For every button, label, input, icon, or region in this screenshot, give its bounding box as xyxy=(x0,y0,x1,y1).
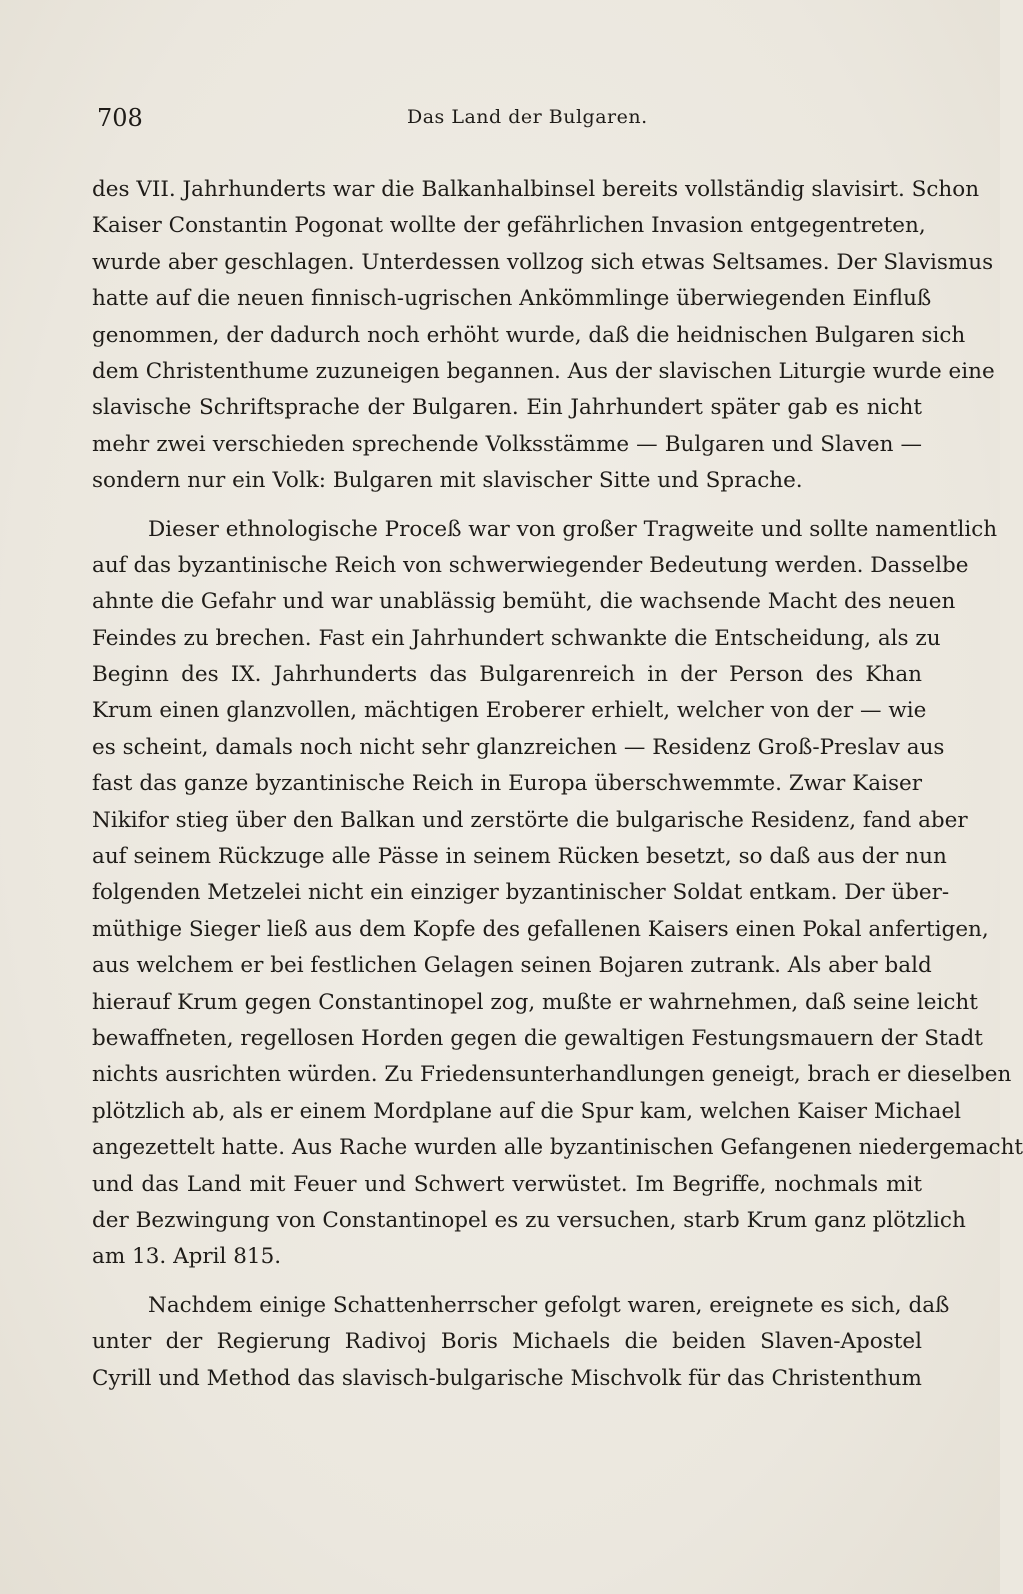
paragraph-gap xyxy=(92,500,922,512)
text-line: slavische Schriftsprache der Bulgaren. Ein Jahrhundert später gab es nicht xyxy=(92,395,922,421)
text-line: Nikifor stieg über den Balkan und zerstörte die bulgarische Residenz, fand aber xyxy=(92,807,968,833)
text-line: sondern nur ein Volk: Bulgaren mit slavischer Sitte und Sprache. xyxy=(92,468,803,494)
text-line: unter der Regierung Radivoj Boris Michaels die beiden Slaven-Apostel xyxy=(92,1329,922,1355)
text-line: Dieser ethnologische Proceß war von großer Tragweite und sollte namentlich xyxy=(148,516,998,542)
text-line: Krum einen glanzvollen, mächtigen Eroberer erhielt, welcher von der — wie xyxy=(92,698,927,724)
text-line: müthige Sieger ließ aus dem Kopfe des gefallenen Kaisers einen Pokal anfertigen, xyxy=(92,916,989,942)
paragraph xyxy=(92,172,995,500)
page-number: 708 xyxy=(97,104,143,132)
text-line: angezettelt hatte. Aus Rache wurden alle byzantinischen Gefangenen niedergemacht xyxy=(92,1135,1023,1161)
text-line: Cyrill und Method das slavisch-bulgarische Mischvolk für das Christenthum xyxy=(92,1365,922,1391)
text-line: hierauf Krum gegen Constantinopel zog, mußte er wahrnehmen, daß seine leicht xyxy=(92,989,978,1015)
text-line: ahnte die Gefahr und war unablässig bemüht, die wachsende Macht des neuen xyxy=(92,589,956,615)
paragraph xyxy=(92,512,1023,1276)
text-line: plötzlich ab, als er einem Mordplane auf die Spur kam, welchen Kaiser Michael xyxy=(92,1098,962,1124)
text-line: Beginn des IX. Jahrhunderts das Bulgarenreich in der Person des Khan xyxy=(92,662,922,688)
text-line: wurde aber geschlagen. Unterdessen vollzog sich etwas Seltsames. Der Slavismus xyxy=(92,249,994,275)
text-line: mehr zwei verschieden sprechende Volksstämme — Bulgaren und Slaven — xyxy=(92,431,922,457)
text-line: folgenden Metzelei nicht ein einziger byzantinischer Soldat entkam. Der über- xyxy=(92,880,950,906)
text-line: Nachdem einige Schattenherrscher gefolgt waren, ereignete es sich, daß xyxy=(148,1292,950,1318)
text-line: fast das ganze byzantinische Reich in Europa überschwemmte. Zwar Kaiser xyxy=(92,771,922,797)
text-line: nichts ausrichten würden. Zu Friedensunterhandlungen geneigt, brach er dieselben xyxy=(92,1062,1012,1088)
paragraph xyxy=(92,1288,950,1397)
text-line: hatte auf die neuen finnisch-ugrischen Ankömmlinge überwiegenden Einfluß xyxy=(92,286,932,312)
text-line: es scheint, damals noch nicht sehr glanzreichen — Residenz Groß-Preslav aus xyxy=(92,734,945,760)
text-line: auf das byzantinische Reich von schwerwiegender Bedeutung werden. Dasselbe xyxy=(92,552,969,578)
text-line: auf seinem Rückzuge alle Pässe in seinem Rücken besetzt, so daß aus der nun xyxy=(92,844,947,870)
paragraph-gap xyxy=(92,1276,922,1288)
page-header xyxy=(97,100,925,136)
text-line: und das Land mit Feuer und Schwert verwüstet. Im Begriffe, nochmals mit xyxy=(92,1171,922,1197)
text-line: bewaffneten, regellosen Horden gegen die gewaltigen Festungsmauern der Stadt xyxy=(92,1025,983,1051)
running-title: Das Land der Bulgaren. xyxy=(407,106,648,128)
text-line: genommen, der dadurch noch erhöht wurde, daß die heidnischen Bulgaren sich xyxy=(92,322,966,348)
text-line: Kaiser Constantin Pogonat wollte der gefährlichen Invasion entgegentreten, xyxy=(92,213,926,239)
text-line: des VII. Jahrhunderts war die Balkanhalbinsel bereits vollständig slavisirt. Schon xyxy=(92,177,980,202)
text-line: aus welchem er bei festlichen Gelagen seinen Bojaren zutrank. Als aber bald xyxy=(92,953,932,979)
text-line: Feindes zu brechen. Fast ein Jahrhundert schwankte die Entscheidung, als zu xyxy=(92,625,941,651)
body-text xyxy=(92,172,1023,1397)
text-line: am 13. April 815. xyxy=(92,1244,282,1270)
text-line: dem Christenthume zuzuneigen begannen. Aus der slavischen Liturgie wurde eine xyxy=(92,358,995,384)
text-line: der Bezwingung von Constantinopel es zu versuchen, starb Krum ganz plötzlich xyxy=(92,1207,966,1233)
